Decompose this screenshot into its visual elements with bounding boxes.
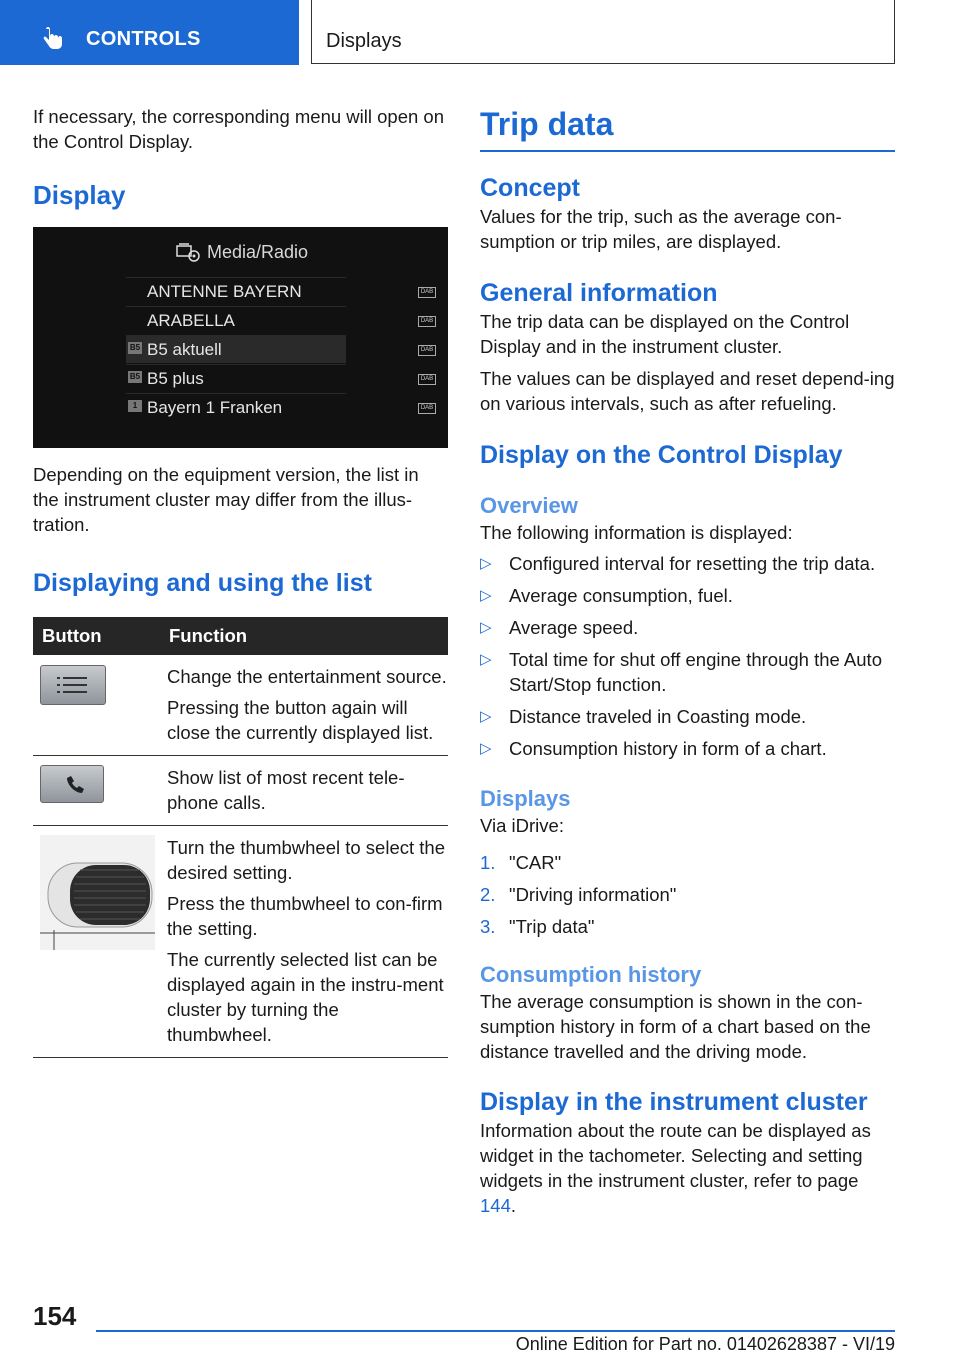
- page-heading: Displays: [326, 30, 402, 52]
- list-item: [480, 647, 895, 697]
- station-name: Bayern 1 Franken: [147, 398, 283, 417]
- list-item: [480, 551, 895, 576]
- concept-text: Values for the trip, such as the average con-sumption or trip miles, are displayed.: [480, 206, 842, 252]
- dab-badge: DAB: [418, 345, 436, 356]
- list-item-text: Average consumption, fuel.: [509, 585, 733, 606]
- table-row: [33, 826, 448, 1058]
- step-text: "Trip data": [509, 916, 595, 937]
- triangle-bullet-icon: ▷: [480, 740, 492, 757]
- function-text: The currently selected list can be displayed again in the instru-ment cluster by turning the thumbwheel.: [167, 949, 444, 1045]
- cluster-text-body: Information about the route can be displayed as widget in the tachometer. Selecting and setting widgets in the instrument cluster, refer to page: [480, 1120, 871, 1191]
- phone-button-image: [40, 765, 104, 803]
- intro-text: If necessary, the corresponding menu will open on the Control Display.: [33, 106, 445, 152]
- list-item: [480, 704, 895, 729]
- display-heading: Display: [33, 180, 126, 210]
- general-info-heading: General information: [480, 279, 718, 307]
- station-name: B5 plus: [147, 369, 204, 388]
- triangle-bullet-icon: ▷: [480, 555, 492, 572]
- dab-badge: DAB: [418, 316, 436, 327]
- list-item-text: Consumption history in form of a chart.: [509, 738, 827, 759]
- dab-badge: DAB: [418, 287, 436, 298]
- general-text-1: The trip data can be displayed on the Control Display and in the instrument cluster.: [480, 311, 850, 357]
- station-name: B5 aktuell: [147, 340, 222, 359]
- dab-badge: DAB: [418, 403, 436, 414]
- step-text: "Driving information": [509, 884, 677, 905]
- station-name: ARABELLA: [147, 311, 235, 330]
- station-row-selected: [126, 335, 434, 363]
- list-item-text: Configured interval for resetting the trip data.: [509, 553, 876, 574]
- media-radio-screenshot: [33, 227, 448, 448]
- triangle-bullet-icon: ▷: [480, 619, 492, 636]
- list-item-text: Total time for shut off engine through the Auto Start/Stop function.: [509, 649, 882, 695]
- function-cell: [160, 826, 448, 1058]
- left-column: [33, 104, 448, 1058]
- station-logo: 1: [128, 400, 142, 412]
- list-button-image: [40, 665, 106, 705]
- media-radio-icon: [175, 240, 201, 264]
- cluster-text-end: .: [510, 1195, 517, 1216]
- overview-intro: The following information is displayed:: [480, 522, 793, 543]
- station-row: [126, 393, 434, 421]
- column-header-function: Function: [160, 617, 448, 655]
- step-item: [480, 882, 895, 907]
- station-row: [126, 364, 434, 392]
- station-row: [126, 306, 434, 334]
- step-number: 1.: [480, 852, 496, 873]
- hand-pointer-icon: [40, 27, 66, 53]
- table-row: [33, 756, 448, 826]
- section-label: CONTROLS: [86, 28, 201, 50]
- function-text: Change the entertainment source.: [167, 666, 447, 687]
- general-text-2: The values can be displayed and reset depend-ing on various intervals, such as after refueling.: [480, 368, 895, 414]
- triangle-bullet-icon: ▷: [480, 587, 492, 604]
- station-row: [126, 277, 434, 305]
- function-cell: [160, 756, 448, 826]
- step-number: 3.: [480, 916, 496, 937]
- consumption-text: The average consumption is shown in the con-sumption history in form of a chart based on the distance travelled and the driving mode.: [480, 991, 871, 1062]
- cluster-text: [480, 1118, 895, 1218]
- steps-list: [480, 850, 895, 939]
- function-cell: [160, 655, 448, 756]
- list-item-text: Average speed.: [509, 617, 639, 638]
- displays-heading: Displays: [480, 786, 571, 811]
- edition-text: Online Edition for Part no. 01402628387 - VI/19: [515, 1334, 895, 1354]
- footer-rule: [96, 1330, 895, 1332]
- section-tab[interactable]: [0, 0, 299, 65]
- thumbwheel-icon: [40, 835, 155, 950]
- step-text: "CAR": [509, 852, 562, 873]
- table-header-row: [33, 617, 448, 655]
- station-name: ANTENNE BAYERN: [147, 282, 302, 301]
- list-icon: [41, 666, 107, 706]
- overview-heading: Overview: [480, 493, 578, 518]
- button-cell: [33, 826, 160, 1058]
- function-text: Pressing the button again will close the currently displayed list.: [167, 697, 434, 743]
- displays-intro: Via iDrive:: [480, 815, 564, 836]
- page-heading-box: [311, 0, 895, 64]
- station-logo: B5: [129, 343, 141, 352]
- page-number: 154: [33, 1301, 77, 1331]
- phone-icon: [41, 766, 105, 804]
- triangle-bullet-icon: ▷: [480, 708, 492, 725]
- list-item-text: Distance traveled in Coasting mode.: [509, 706, 807, 727]
- list-heading: Displaying and using the list: [33, 569, 372, 597]
- image-caption: Depending on the equipment version, the list in the instrument cluster may differ from the illus-tration.: [33, 464, 419, 535]
- concept-heading: Concept: [480, 174, 580, 202]
- list-item: [480, 615, 895, 640]
- step-number: 2.: [480, 884, 496, 905]
- instrument-cluster-heading: Display in the instrument cluster: [480, 1088, 868, 1116]
- right-column: [480, 104, 895, 1218]
- consumption-history-heading: Consumption history: [480, 962, 702, 987]
- function-text: Show list of most recent tele-phone calls.: [167, 767, 405, 813]
- title-rule: [480, 150, 895, 152]
- dab-badge: DAB: [418, 374, 436, 385]
- table-row: [33, 655, 448, 756]
- button-cell: [33, 655, 160, 756]
- step-item: [480, 850, 895, 875]
- button-cell: [33, 756, 160, 826]
- controls-table: [33, 617, 448, 1058]
- list-item: [480, 583, 895, 608]
- page-reference-link[interactable]: 144: [480, 1195, 511, 1216]
- trip-data-title: Trip data: [480, 106, 614, 142]
- triangle-bullet-icon: ▷: [480, 651, 492, 668]
- control-display-heading: Display on the Control Display: [480, 441, 843, 469]
- media-title: Media/Radio: [207, 242, 309, 262]
- function-text: Press the thumbwheel to con-firm the setting.: [167, 893, 443, 939]
- function-text: Turn the thumbwheel to select the desired setting.: [167, 837, 445, 883]
- thumbwheel-image: [40, 835, 155, 950]
- list-item: [480, 736, 895, 761]
- overview-list: [480, 551, 895, 761]
- step-item: [480, 914, 895, 939]
- station-logo: B5: [129, 372, 141, 381]
- column-header-button: Button: [33, 617, 160, 655]
